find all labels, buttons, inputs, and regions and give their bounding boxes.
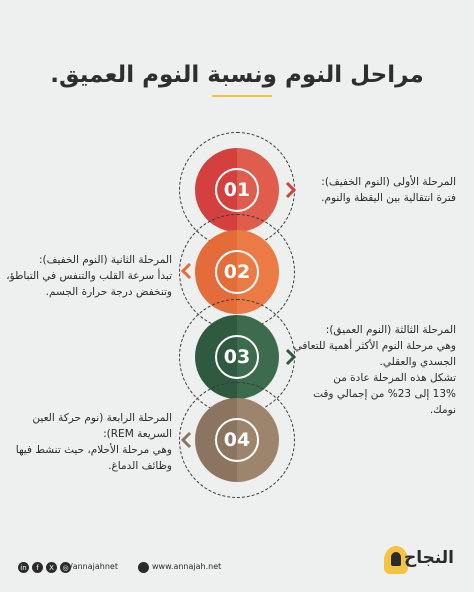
step-2-text: [2, 252, 172, 300]
step-4-text: [2, 410, 172, 474]
step-3-line-2: الجسدي والعقلي.: [379, 356, 456, 368]
website-link[interactable]: www.annajah.net: [152, 562, 222, 571]
step-3-line-1: وهي مرحلة النوم الأكثر أهمية للتعافي: [293, 340, 456, 352]
social-handle[interactable]: /annajahnet: [70, 562, 118, 571]
step-4-number: 04: [223, 429, 251, 451]
step-3-number: 03: [223, 346, 251, 368]
step-2-heading: المرحلة الثانية (النوم الخفيف):: [39, 254, 172, 266]
step-4-chevron-icon: [179, 431, 193, 449]
step-1-number: 01: [223, 179, 251, 201]
linkedin-icon[interactable]: in: [18, 562, 29, 573]
step-4-circle: [195, 398, 279, 482]
step-2-number: 02: [223, 261, 251, 283]
step-3-text: [286, 322, 456, 418]
title-underline: [212, 95, 272, 97]
step-3-line-3: تشكل هذه المرحلة عادة من: [333, 372, 456, 384]
step-1-line-1: فترة انتقالية بين اليقظة والنوم.: [321, 192, 456, 204]
footer: [0, 548, 474, 580]
step-3-heading: المرحلة الثالثة (النوم العميق):: [325, 324, 456, 336]
step-2-line-1: تبدأ سرعة القلب والتنفس في التباطؤ،: [6, 270, 172, 282]
step-3-line-4: 13% إلى 23% من إجمالي وقت نومك.: [313, 388, 456, 416]
step-1-text: [306, 174, 456, 206]
instagram-icon[interactable]: ◎: [60, 562, 71, 573]
page-title: مراحل النوم ونسبة النوم العميق.: [50, 62, 424, 88]
brand-logo: [380, 544, 454, 578]
step-4-line-1: السريعة REM):: [103, 428, 172, 440]
step-2-chevron-icon: [179, 262, 193, 280]
step-1-heading: المرحلة الأولى (النوم الخفيف):: [321, 176, 456, 188]
globe-icon: [138, 562, 149, 573]
step-4-line-3: وظائف الدماغ.: [108, 460, 172, 472]
logo-text: النجاح: [403, 548, 454, 568]
x-icon[interactable]: X: [46, 562, 57, 573]
step-4-line-2: وهي مرحلة الأحلام، حيث تنشط فيها: [15, 444, 172, 456]
social-icons: [18, 562, 71, 573]
step-1-chevron-icon: [284, 181, 298, 199]
facebook-icon[interactable]: f: [32, 562, 43, 573]
step-4-heading: المرحلة الرابعة (نوم حركة العين: [32, 412, 172, 424]
step-2-line-2: وتنخفض درجة حرارة الجسم.: [45, 286, 172, 298]
